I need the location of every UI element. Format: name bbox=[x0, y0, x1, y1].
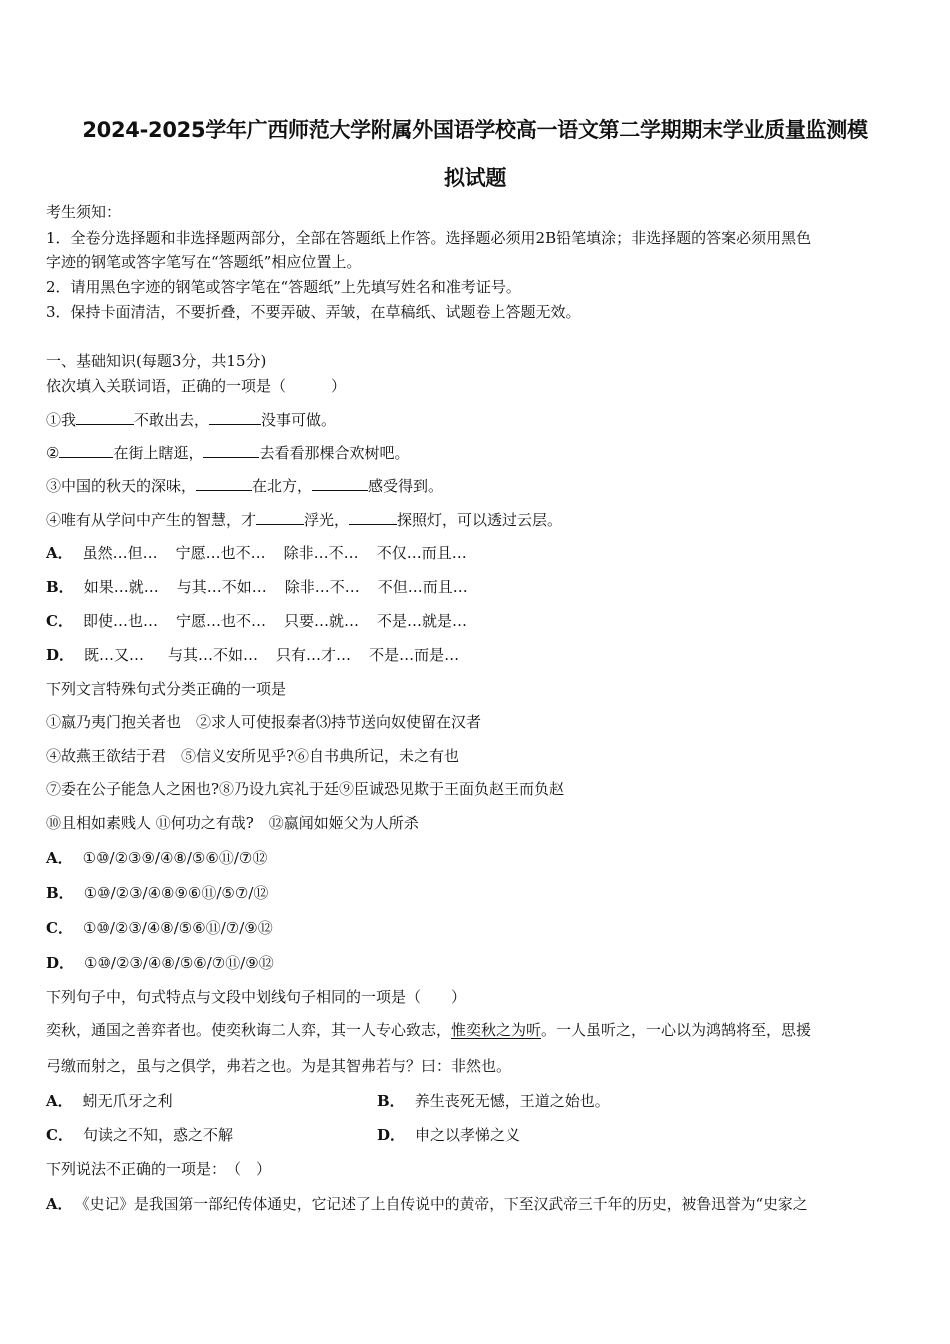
q3-option-c[interactable] bbox=[46, 1125, 233, 1145]
option-text: ①⑩/②③/④⑧/⑤⑥⑪/⑦/⑨⑫ bbox=[82, 919, 273, 937]
option-part: 除非…不… bbox=[283, 544, 359, 562]
q3-stem: 下列句子中，句式特点与文段中划线句子相同的一项是（ ） bbox=[46, 988, 467, 1006]
notice-item-1a: 1．全卷分选择题和非选择题两部分，全部在答题纸上作答。选择题必须用2B铅笔填涂；非选择题的答案必须用黑色 bbox=[46, 229, 812, 247]
q1-sentence-2 bbox=[46, 443, 409, 463]
notice-item-3: 3．保持卡面清洁，不要折叠，不要弄破、弄皱，在草稿纸、试题卷上答题无效。 bbox=[46, 303, 581, 321]
option-label: A． bbox=[46, 849, 73, 867]
q1-sentence-3 bbox=[46, 476, 443, 496]
q2-sentences-3: ⑦委在公子能急人之困也?⑧乃设九宾礼于廷⑨臣诚恐见欺于王面负赵王而负赵 bbox=[46, 780, 565, 798]
q3-passage-line-2: 弓缴而射之，虽与之俱学，弗若之也。为是其智弗若与？曰：非然也。 bbox=[46, 1057, 512, 1075]
q4-option-a[interactable] bbox=[46, 1195, 808, 1215]
fill-blank bbox=[203, 443, 259, 458]
option-text: ①⑩/②③/④⑧/⑤⑥/⑦⑪/⑨⑫ bbox=[84, 954, 274, 972]
option-text: 句读之不知，惑之不解 bbox=[82, 1126, 233, 1144]
q1-s3-part-a: ③中国的秋天的深味， bbox=[46, 477, 197, 495]
option-part: 宁愿…也不… bbox=[175, 544, 266, 562]
option-part: 即使…也… bbox=[82, 612, 158, 630]
option-text: 申之以孝悌之义 bbox=[415, 1126, 521, 1144]
option-label: C． bbox=[46, 919, 73, 937]
option-text: 蚓无爪牙之利 bbox=[82, 1092, 173, 1110]
option-text: 养生丧死无憾，王道之始也。 bbox=[414, 1092, 610, 1110]
option-part: 既…又… bbox=[84, 646, 145, 664]
option-text: ①⑩/②③⑨/④⑧/⑤⑥⑪/⑦⑫ bbox=[82, 849, 268, 867]
q1-option-b[interactable] bbox=[46, 577, 468, 597]
q4-stem: 下列说法不正确的一项是： （ ） bbox=[46, 1160, 272, 1178]
q1-stem: 依次填入关联词语，正确的一项是（ ） bbox=[46, 377, 347, 395]
q3-underlined-sentence: 惟奕秋之为听 bbox=[451, 1021, 542, 1039]
q1-s2-part-b: 在街上瞎逛， bbox=[113, 444, 204, 462]
option-label: C． bbox=[46, 1126, 73, 1144]
q1-option-c[interactable] bbox=[46, 611, 467, 631]
option-label: A． bbox=[46, 544, 73, 562]
option-label: B． bbox=[46, 884, 74, 902]
option-part: 虽然…但… bbox=[82, 544, 158, 562]
section-heading: 一、基础知识(每题3分，共15分) bbox=[46, 352, 267, 370]
q2-sentences-2: ④故燕王欲结于君 ⑤信义安所见乎?⑥自书典所记，未之有也 bbox=[46, 747, 460, 765]
q1-s1-part-c: 没事可做。 bbox=[261, 411, 337, 429]
fill-blank bbox=[196, 476, 252, 491]
q1-sentence-1 bbox=[46, 410, 336, 430]
q3-option-b[interactable] bbox=[377, 1091, 610, 1111]
q2-option-b[interactable] bbox=[46, 883, 268, 903]
q1-s1-part-a: ①我 bbox=[46, 411, 77, 429]
option-part: 不但…而且… bbox=[377, 578, 468, 596]
option-label: A． bbox=[46, 1092, 73, 1110]
fill-blank bbox=[349, 510, 397, 525]
q1-sentence-4 bbox=[46, 510, 562, 530]
option-part: 不是…就是… bbox=[377, 612, 468, 630]
option-part: 除非…不… bbox=[284, 578, 360, 596]
q3-option-a[interactable] bbox=[46, 1091, 173, 1111]
q1-s1-part-b: 不敢出去， bbox=[134, 411, 210, 429]
option-label: D． bbox=[46, 954, 75, 972]
option-text: 《史记》是我国第一部纪传体通史，它记述了上自传说中的黄帝，下至汉武帝三千年的历史，被鲁迅誉为“史家之 bbox=[82, 1196, 808, 1213]
q1-option-a[interactable] bbox=[46, 543, 467, 563]
notice-item-1b: 字迹的钢笔或答字笔写在“答题纸”相应位置上。 bbox=[46, 253, 362, 271]
option-part: 与其…不如… bbox=[176, 578, 267, 596]
q2-sentences-4: ⑩且相如素贱人 ⑪何功之有哉? ⑫嬴闻如姬父为人所杀 bbox=[46, 814, 419, 832]
fill-blank bbox=[209, 410, 261, 425]
option-label: D． bbox=[377, 1126, 406, 1144]
q3-option-d[interactable] bbox=[377, 1125, 520, 1145]
option-label: D． bbox=[46, 646, 75, 664]
option-part: 只有…才… bbox=[276, 646, 352, 664]
exam-title-line2: 拟试题 bbox=[443, 166, 507, 190]
option-label: A． bbox=[46, 1196, 73, 1213]
option-part: 不是…而是… bbox=[369, 646, 460, 664]
q1-s4-part-b: 浮光， bbox=[304, 511, 350, 529]
q1-s4-part-c: 探照灯，可以透过云层。 bbox=[397, 511, 563, 529]
fill-blank bbox=[256, 510, 304, 525]
q2-option-a[interactable] bbox=[46, 848, 267, 868]
option-part: 与其…不如… bbox=[168, 646, 259, 664]
q2-option-c[interactable] bbox=[46, 918, 273, 938]
notice-item-2: 2．请用黑色字迹的钢笔或答字笔在“答题纸”上先填写姓名和准考证号。 bbox=[46, 278, 521, 296]
fill-blank bbox=[76, 410, 134, 425]
option-label: C． bbox=[46, 612, 73, 630]
q2-sentences-1: ①嬴乃夷门抱关者也 ②求人可使报秦者⑶持节送向奴使留在汉者 bbox=[46, 713, 482, 731]
option-text: ①⑩/②③/④⑧⑨⑥⑪/⑤⑦/⑫ bbox=[83, 884, 269, 902]
notice-heading: 考生须知： bbox=[46, 203, 122, 221]
q1-s4-part-a: ④唯有从学问中产生的智慧，才 bbox=[46, 511, 257, 529]
q3-passage-line-1 bbox=[46, 1020, 811, 1040]
q1-s2-part-c: 去看看那棵合欢树吧。 bbox=[259, 444, 410, 462]
option-part: 只要…就… bbox=[283, 612, 359, 630]
option-part: 如果…就… bbox=[83, 578, 159, 596]
q1-s3-part-b: 在北方， bbox=[252, 477, 313, 495]
q1-s2-part-a: ② bbox=[46, 444, 60, 462]
option-label: B． bbox=[46, 578, 74, 596]
exam-title-line1: 2024-2025学年广西师范大学附属外国语学校高一语文第二学期期末学业质量监测模 bbox=[82, 118, 868, 142]
q2-stem: 下列文言特殊句式分类正确的一项是 bbox=[46, 680, 287, 698]
option-part: 宁愿…也不… bbox=[175, 612, 266, 630]
option-part: 不仅…而且… bbox=[376, 544, 467, 562]
q3-passage-text: 奕秋，通国之善弈者也。使奕秋诲二人弈，其一人专心致志， bbox=[46, 1021, 452, 1039]
q3-passage-text: 。一人虽听之，一心以为鸿鹄将至，思援 bbox=[541, 1021, 812, 1039]
fill-blank bbox=[312, 476, 368, 491]
q1-s3-part-c: 感受得到。 bbox=[368, 477, 444, 495]
option-label: B． bbox=[377, 1092, 405, 1110]
fill-blank bbox=[59, 443, 113, 458]
q2-option-d[interactable] bbox=[46, 953, 274, 973]
q1-option-d[interactable] bbox=[46, 645, 459, 665]
